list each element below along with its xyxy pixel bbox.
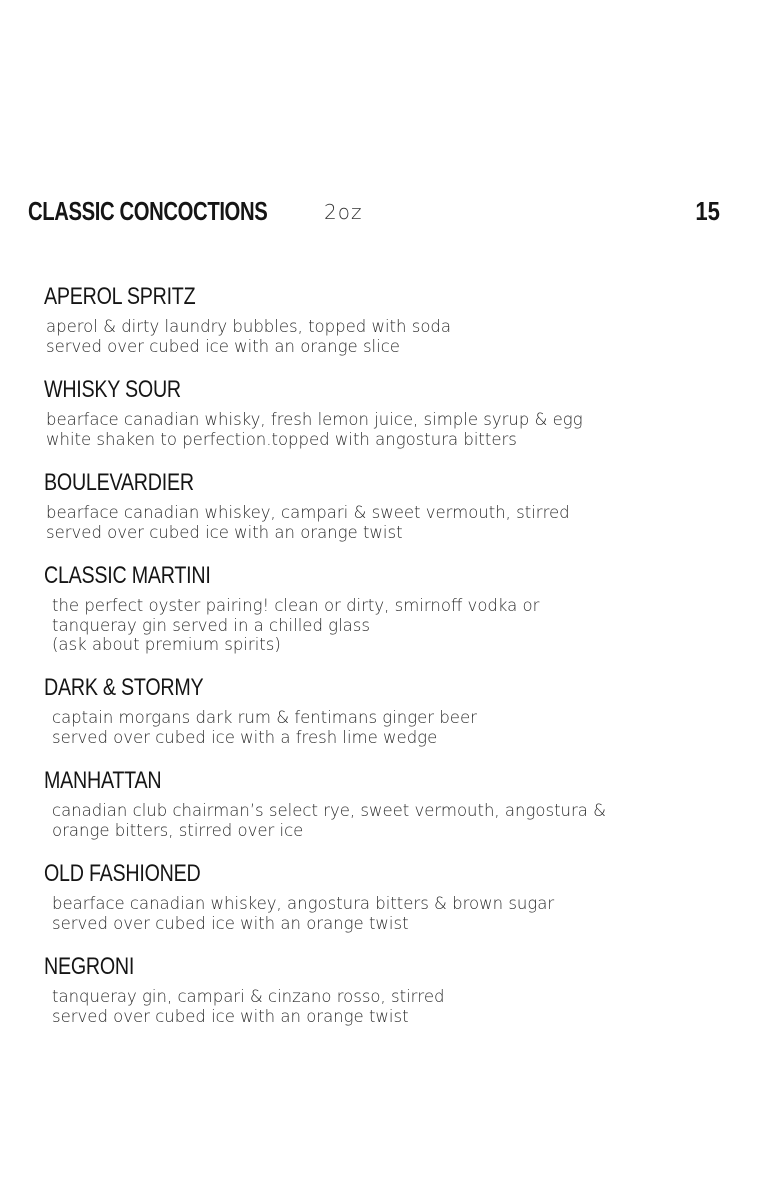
item-description [52, 894, 744, 933]
description-line: aperol & dirty laundry bubbles, topped with soda [46, 317, 451, 336]
menu-item [44, 559, 744, 671]
menu-item [44, 671, 744, 764]
menu-item [44, 280, 744, 373]
description-line: bearface canadian whisky, fresh lemon juice, simple syrup & egg [46, 410, 583, 429]
item-name: BOULEVARDIER [44, 469, 194, 496]
section-price: 15 [695, 196, 720, 226]
section-size: 2oz [324, 200, 363, 224]
item-name: NEGRONI [44, 953, 135, 980]
description-line: bearface canadian whiskey, campari & sweet vermouth, stirred [46, 503, 570, 522]
description-line: served over cubed ice with an orange twist [46, 522, 403, 542]
item-name: MANHATTAN [44, 767, 162, 794]
description-line: orange bitters, stirred over ice [52, 820, 304, 840]
description-line: canadian club chairman’s select rye, sweet vermouth, angostura & [52, 801, 607, 820]
menu-item [44, 857, 744, 950]
menu-list [44, 280, 744, 1043]
description-line: tanqueray gin served in a chilled glass [52, 615, 370, 635]
description-line: tanqueray gin, campari & cinzano rosso, stirred [52, 987, 445, 1006]
item-name: APEROL SPRITZ [44, 283, 196, 310]
item-description [46, 410, 744, 449]
description-line: served over cubed ice with a fresh lime wedge [52, 727, 438, 747]
description-line: (ask about premium spirits) [52, 635, 281, 654]
description-line: served over cubed ice with an orange slice [46, 336, 400, 356]
item-name: WHISKY SOUR [44, 376, 181, 403]
item-description [52, 801, 744, 840]
menu-item [44, 466, 744, 559]
item-name: CLASSIC MARTINI [44, 562, 211, 589]
section-title: CLASSIC CONCOCTIONS [28, 196, 268, 226]
menu-item [44, 373, 744, 466]
menu-item [44, 950, 744, 1043]
description-line: served over cubed ice with an orange twist [52, 913, 409, 933]
item-description [52, 596, 744, 655]
description-line: white shaken to perfection.topped with angostura bitters [46, 429, 517, 449]
description-line: bearface canadian whiskey, angostura bitters & brown sugar [52, 894, 555, 913]
item-description [46, 503, 744, 542]
item-description [52, 708, 744, 747]
menu-item [44, 764, 744, 857]
item-description [46, 317, 744, 356]
item-name: OLD FASHIONED [44, 860, 201, 887]
item-name: DARK & STORMY [44, 674, 204, 701]
section-header [28, 193, 720, 233]
item-description [52, 987, 744, 1026]
description-line: served over cubed ice with an orange twist [52, 1006, 409, 1026]
description-line: the perfect oyster pairing! clean or dirty, smirnoff vodka or [52, 596, 540, 615]
description-line: captain morgans dark rum & fentimans ginger beer [52, 708, 477, 727]
